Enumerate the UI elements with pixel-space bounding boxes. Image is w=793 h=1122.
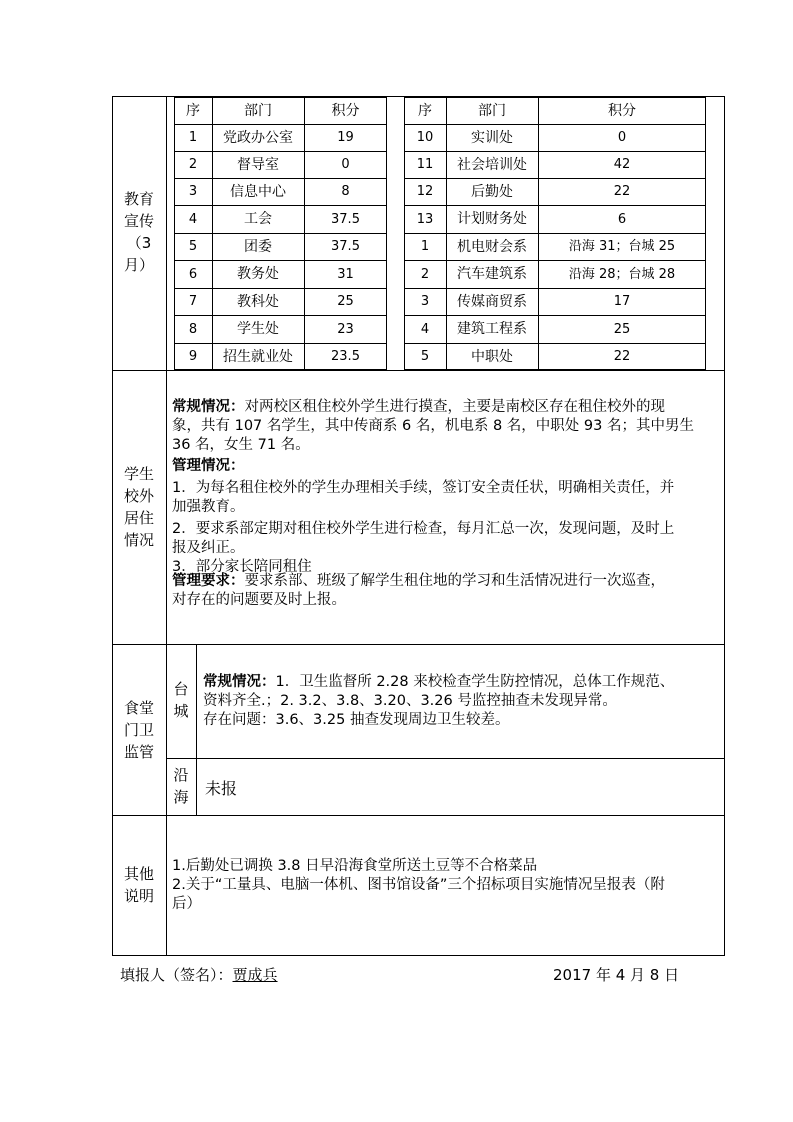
row-dept: 社会培训处: [457, 156, 527, 173]
routine-title: 常规情况：: [172, 399, 245, 415]
row-dept: 后勤处: [471, 183, 513, 200]
row-score: 25: [337, 294, 354, 309]
row-no: 9: [188, 349, 198, 364]
row-dept: 教务处: [237, 266, 279, 282]
row-dept: 招生就业处: [223, 348, 293, 365]
row-score: 42: [613, 157, 631, 172]
filler-signature: [120, 964, 278, 985]
row-score: 0: [341, 157, 350, 172]
row-score: 37.5: [331, 211, 360, 227]
row-no: 6: [188, 266, 198, 282]
row-score: 19: [337, 130, 354, 145]
row-score: 23: [337, 321, 354, 337]
housing-content: 常规情况：对两校区租住校外学生进行摸查，主要是南校区存在租住校外的现 象，共有 107 名学生，其中传商系 6 名，机电系 8 名，中职处 93 名；其中男生 36 名，女生 71 名。 管理情况： 1．为每名租住校外的学生办理相关手续，签订安全责任状，明确相关责任，并 加强教育。 2．要求系部定期对租住校外学生进行检查，每月汇总一次，发现问题，及时上 报及纠正。 3．部分家长陪同租住 管理要求：要求系部、班级了解学生租住地的学习和生活情况进行一次巡查， 对存在的问题要及时上报。: [172, 399, 694, 608]
row-dept: 团委: [244, 238, 272, 255]
row-no: 4: [420, 321, 430, 337]
row-no: 1: [420, 239, 430, 254]
row-no: 10: [416, 130, 434, 145]
row-dept: 计划财务处: [457, 211, 527, 227]
table-header-score: 积分: [608, 102, 636, 119]
row-score: 沿海 31；台城 25: [568, 239, 676, 254]
row-divider-housing: [112, 644, 725, 645]
row-score: 31: [337, 266, 354, 282]
row-dept: 传媒商贸系: [457, 293, 527, 310]
other-section-label: 其他 说明: [123, 865, 154, 905]
canteen-campus-row-divider: [166, 758, 725, 759]
canteen-section-label: 食堂 门卫 监管: [123, 699, 154, 761]
row-dept: 督导室: [237, 156, 279, 173]
requirement-title: 管理要求：: [172, 573, 245, 589]
row-no: 1: [188, 130, 198, 145]
row-score: 8: [341, 184, 350, 199]
row-no: 5: [420, 349, 430, 364]
taicheng-campus-label: 台 城: [173, 680, 189, 720]
row-score: 沿海 28；台城 28: [568, 266, 676, 282]
row-score: 17: [613, 294, 631, 309]
taicheng-routine-title: 常规情况：: [203, 674, 276, 690]
row-divider-canteen: [112, 815, 725, 816]
row-no: 3: [188, 184, 198, 199]
row-dept: 建筑工程系: [457, 321, 527, 337]
row-dept: 党政办公室: [223, 129, 293, 146]
education-section-label: 教育 宣传 （3 月）: [123, 190, 154, 274]
row-no: 11: [416, 157, 434, 172]
filler-name: 贾成兵: [232, 966, 278, 984]
row-dept: 机电财会系: [457, 238, 527, 255]
row-no: 13: [416, 211, 434, 227]
housing-section-label: 学生 校外 居住 情况: [123, 465, 154, 549]
yanhai-campus-label: 沿 海: [173, 766, 189, 806]
row-score: 6: [617, 211, 627, 227]
canteen-campus-divider: [196, 644, 197, 815]
row-score: 0: [617, 130, 627, 145]
row-score: 22: [613, 184, 631, 199]
row-dept: 信息中心: [230, 183, 286, 200]
row-no: 7: [188, 294, 198, 309]
table-header-dept: 部门: [478, 102, 506, 119]
row-dept: 学生处: [237, 321, 279, 337]
row-no: 8: [188, 321, 198, 337]
row-score: 25: [613, 321, 631, 337]
row-dept: 中职处: [471, 348, 513, 365]
management-title: 管理情况：: [172, 458, 245, 474]
taicheng-content: 常规情况：1．卫生监督所 2.28 来校检查学生防控情况，总体工作规范、 资料齐全.；2. 3.2、3.8、3.20、3.26 号监控抽查未发现异常。 存在问题：3.6、3.25 抽查发现周边卫生较差。: [203, 674, 675, 728]
row-no: 2: [420, 266, 430, 282]
row-no: 2: [188, 157, 198, 172]
row-no: 12: [416, 184, 434, 199]
row-dept: 工会: [244, 211, 272, 227]
yanhai-content: 未报: [205, 779, 238, 798]
other-content: 1.后勤处已调换 3.8 日早沿海食堂所送土豆等不合格菜品 2.关于“工量具、电脑一体机、图书馆设备”三个招标项目实施情况呈报表（附 后）: [172, 858, 665, 912]
table-header-score: 积分: [331, 102, 360, 119]
row-score: 23.5: [331, 349, 360, 364]
table-header-no: 序: [418, 102, 432, 119]
row-dept: 教科处: [237, 293, 279, 310]
table-header-dept: 部门: [244, 102, 272, 119]
row-score: 37.5: [331, 239, 360, 254]
row-dept: 汽车建筑系: [457, 266, 527, 282]
report-date: 2017 年 4 月 8 日: [553, 966, 680, 984]
table-header-no: 序: [186, 102, 200, 119]
row-no: 5: [188, 239, 198, 254]
row-score: 22: [613, 349, 631, 364]
row-no: 3: [420, 294, 430, 309]
row-no: 4: [188, 211, 198, 227]
row-dept: 实训处: [471, 129, 513, 146]
filler-label: 填报人（签名）：: [120, 966, 233, 984]
label-column-divider: [166, 96, 167, 956]
row-divider-education: [112, 370, 725, 371]
